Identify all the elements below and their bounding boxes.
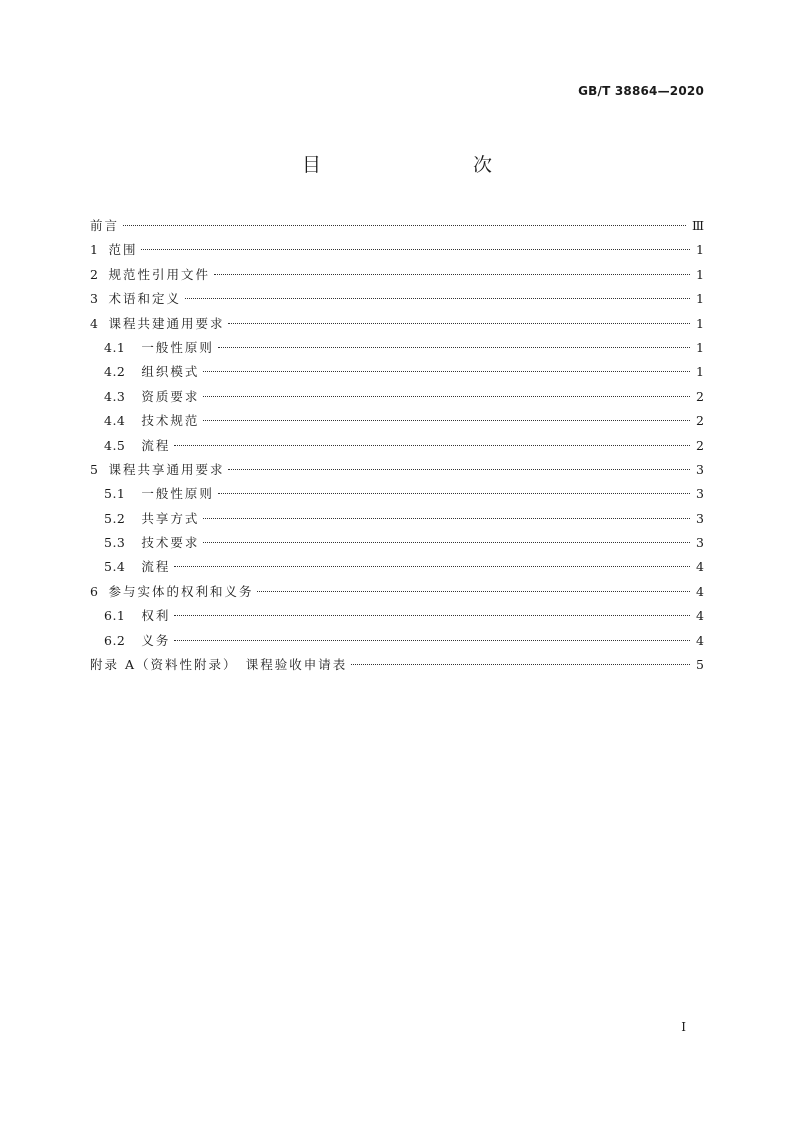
toc-entry[interactable]: [90, 629, 704, 653]
toc-entry-title: 附录 A（资料性附录） 课程验收申请表: [90, 657, 348, 673]
dot-leader: [228, 323, 690, 324]
footer-page-number: Ⅰ: [681, 1020, 686, 1034]
toc-entry-title: 技术要求: [141, 535, 200, 551]
toc-entry-title: 技术规范: [141, 413, 200, 429]
toc-entry-page: 4: [696, 608, 704, 624]
toc-entry-number: 5.2: [104, 510, 126, 526]
toc-entry-title: 规范性引用文件: [108, 266, 210, 282]
dot-leader: [174, 640, 690, 641]
toc-entry-page: 1: [696, 266, 704, 282]
dot-leader: [257, 591, 690, 592]
dot-leader: [218, 493, 690, 494]
toc-entry-title: 一般性原则: [141, 486, 214, 502]
toc-entry[interactable]: [90, 507, 704, 531]
toc-entry-title: 流程: [141, 437, 171, 453]
toc-entry[interactable]: [90, 312, 704, 336]
standard-code: GB/T 38864—2020: [578, 84, 704, 98]
toc-entry-page: 3: [696, 486, 704, 502]
toc-entry-number: 5: [90, 461, 99, 477]
dot-leader: [203, 396, 690, 397]
toc-entry-page: 4: [696, 583, 704, 599]
dot-leader: [141, 249, 690, 250]
dot-leader: [203, 518, 690, 519]
toc-entry-title: 前言: [90, 218, 120, 233]
dot-leader: [174, 445, 690, 446]
toc-entry-number: 3: [90, 291, 99, 307]
dot-leader: [174, 566, 690, 567]
dot-leader: [185, 298, 690, 299]
toc-entry-number: 5.1: [104, 486, 126, 502]
toc-entry[interactable]: [90, 580, 704, 604]
toc-entry[interactable]: [90, 287, 704, 311]
toc-entry-page: 1: [696, 364, 704, 380]
toc-entry[interactable]: [90, 360, 704, 384]
toc-entry[interactable]: [90, 214, 704, 238]
dot-leader: [228, 469, 690, 470]
toc-entry-number: 4.1: [104, 339, 126, 355]
toc-entry-page: 2: [696, 388, 704, 404]
page-title: 目 次: [301, 154, 530, 176]
toc-entry-number: 5.4: [104, 559, 126, 575]
toc-entry-page: 5: [696, 657, 704, 673]
toc-entry-page: 1: [696, 315, 704, 331]
toc-entry[interactable]: [90, 263, 704, 287]
dot-leader: [214, 274, 690, 275]
toc-entry-title: 术语和定义: [108, 291, 181, 307]
toc-entry-title: 一般性原则: [141, 339, 214, 355]
toc-entry-title: 权利: [141, 608, 171, 624]
toc-entry-number: 5.3: [104, 535, 126, 551]
toc-entry-number: 6.1: [104, 608, 126, 624]
toc-entry-number: 4.3: [104, 388, 126, 404]
dot-leader: [351, 664, 690, 665]
dot-leader: [203, 420, 690, 421]
toc-entry-page: 2: [696, 413, 704, 429]
toc-entry-number: 6.2: [104, 632, 126, 648]
toc-entry[interactable]: [90, 604, 704, 628]
toc-entry-title: 范围: [108, 242, 138, 258]
toc-entry-number: 4: [90, 315, 99, 331]
toc-entry-title: 共享方式: [141, 510, 200, 526]
toc-entry[interactable]: [90, 238, 704, 262]
toc-entry[interactable]: [90, 409, 704, 433]
toc-entry-page: 2: [696, 437, 704, 453]
toc-entry-title: 课程共享通用要求: [108, 461, 225, 477]
toc-entry[interactable]: [90, 385, 704, 409]
toc-entry-page: 1: [696, 339, 704, 355]
toc-entry-number: 4.4: [104, 413, 126, 429]
toc-entry[interactable]: [90, 531, 704, 555]
toc-entry-number: 4.2: [104, 364, 126, 380]
toc-entry[interactable]: [90, 458, 704, 482]
toc-entry-title: 资质要求: [141, 388, 200, 404]
toc-entry-title: 课程共建通用要求: [108, 315, 225, 331]
toc-entry[interactable]: [90, 336, 704, 360]
toc-entry-number: 6: [90, 583, 99, 599]
dot-leader: [123, 225, 686, 226]
dot-leader: [203, 371, 690, 372]
toc-entry[interactable]: [90, 434, 704, 458]
toc-entry-page: 3: [696, 510, 704, 526]
toc-entry-page: 1: [696, 242, 704, 258]
toc-entry-title: 流程: [141, 559, 171, 575]
toc-entry-number: 2: [90, 266, 99, 282]
table-of-contents: [90, 214, 704, 677]
toc-entry-page: 4: [696, 632, 704, 648]
toc-entry-title: 义务: [141, 632, 171, 648]
toc-entry-number: 4.5: [104, 437, 126, 453]
toc-entry-title: 组织模式: [141, 364, 200, 380]
toc-entry-page: Ⅲ: [691, 218, 704, 233]
dot-leader: [218, 347, 690, 348]
dot-leader: [203, 542, 690, 543]
dot-leader: [174, 615, 690, 616]
toc-entry-page: 3: [696, 461, 704, 477]
toc-entry-title: 参与实体的权利和义务: [108, 583, 254, 599]
toc-entry[interactable]: [90, 482, 704, 506]
toc-entry-page: 4: [696, 559, 704, 575]
toc-entry-number: 1: [90, 242, 99, 258]
toc-entry[interactable]: [90, 555, 704, 579]
toc-entry-page: 3: [696, 535, 704, 551]
toc-entry[interactable]: [90, 653, 704, 677]
toc-entry-page: 1: [696, 291, 704, 307]
